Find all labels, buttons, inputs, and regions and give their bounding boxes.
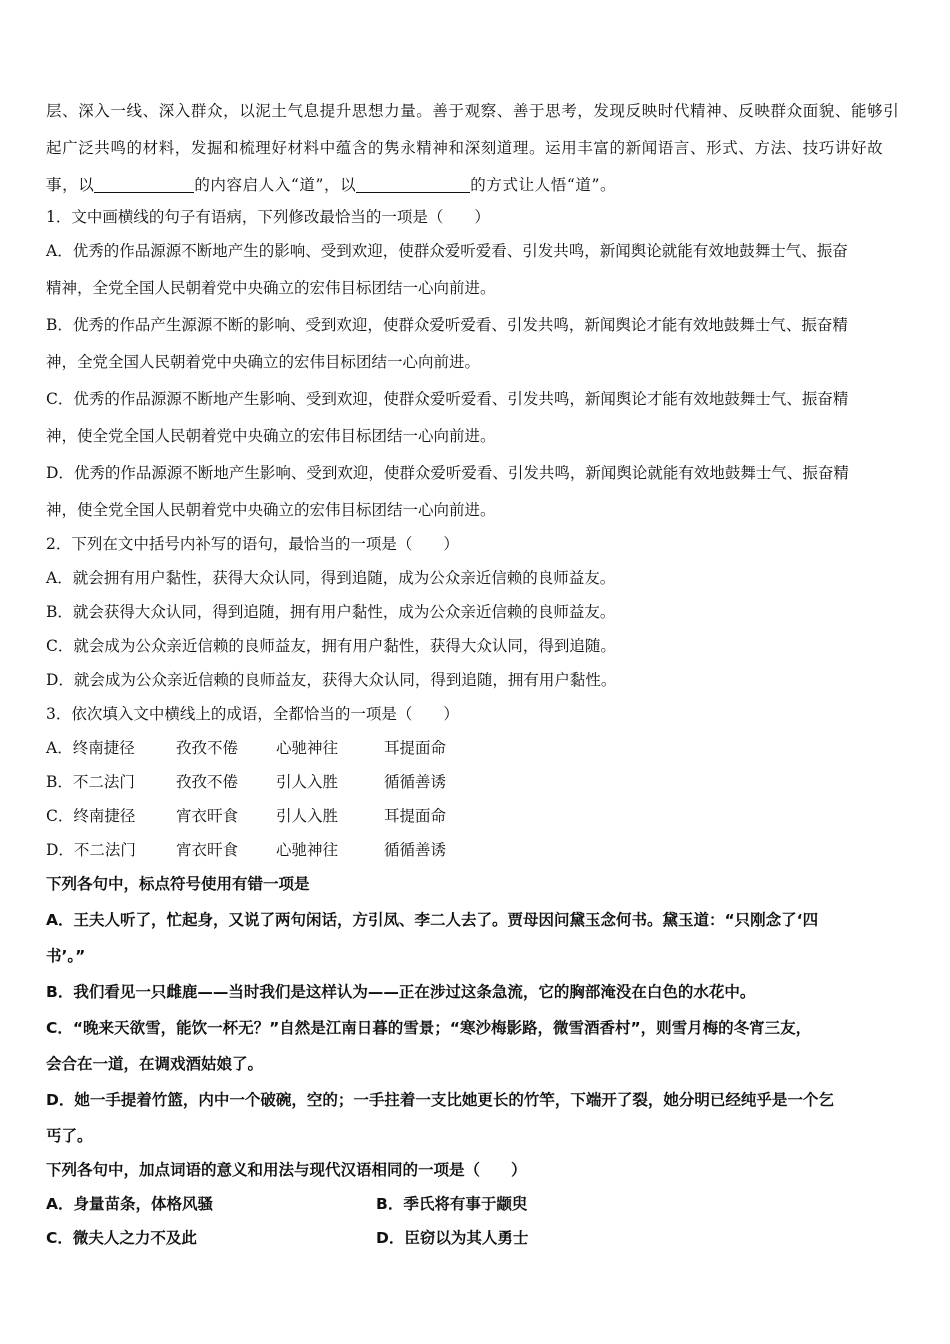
option-b: B．季氏将有事于颛臾	[376, 1195, 528, 1213]
option-b	[46, 765, 906, 799]
option-a: A．优秀的作品源源不断地产生的影响、受到欢迎，使群众爱听爱看、引发共鸣，新闻舆论就能有效地鼓舞士气、振奋	[46, 242, 848, 260]
option-b: B．我们看见一只雌鹿——当时我们是这样认为——正在涉过这条急流，它的胸部淹没在白色的水花中。	[46, 983, 756, 1001]
exam-page	[46, 93, 906, 1255]
idiom: 心驰神往	[276, 739, 339, 757]
idiom: 引人入胜	[276, 807, 339, 825]
option-c-cont: 神，使全党全国人民朝着党中央确立的宏伟目标团结一心向前进。	[46, 427, 496, 445]
option-c-cont: 会合在一道，在调戏酒姑娘了。	[46, 1055, 264, 1073]
option-b: B．优秀的作品产生源源不断的影响、受到欢迎，使群众爱听爱看、引发共鸣，新闻舆论才能有效地鼓舞士气、振奋精	[46, 316, 848, 334]
passage-text: 事，以	[46, 176, 95, 194]
option-a: A．王夫人听了，忙起身，又说了两句闲话，方引凤、李二人去了。贾母因问黛玉念何书。黛玉道：“只刚念了‘四	[46, 911, 819, 929]
question-stem: 2．下列在文中括号内补写的语句，最恰当的一项是（ ）	[46, 535, 459, 553]
passage-excerpt	[46, 93, 906, 204]
option-d: D．臣窃以为其人勇士	[376, 1229, 529, 1247]
question-stem: 下列各句中，标点符号使用有错一项是	[46, 875, 310, 893]
passage-text: 的方式让人悟“道”。	[470, 176, 617, 194]
idiom: D．不二法门	[46, 841, 136, 859]
idiom: 循循善诱	[384, 773, 447, 791]
passage-text: 的内容启人入“道”，以	[194, 176, 357, 194]
idiom: A．终南捷径	[46, 739, 135, 757]
passage-line-with-blanks	[46, 167, 906, 204]
option-a: A．就会拥有用户黏性，获得大众认同，得到追随，成为公众亲近信赖的良师益友。	[46, 569, 616, 587]
option-a	[46, 731, 906, 765]
option-d: D．优秀的作品源源不断地产生影响、受到欢迎，使群众爱听爱看、引发共鸣，新闻舆论就能有效地鼓舞士气、振奋精	[46, 464, 849, 482]
idiom: 心驰神往	[276, 841, 339, 859]
passage-line: 起广泛共鸣的材料，发掘和梳理好材料中蕴含的隽永精神和深刻道理。运用丰富的新闻语言、形式、方法、技巧讲好故	[46, 139, 884, 157]
idiom: 孜孜不倦	[176, 773, 239, 791]
question-4	[46, 867, 906, 1153]
option-a-cont: 精神，全党全国人民朝着党中央确立的宏伟目标团结一心向前进。	[46, 279, 496, 297]
idiom: 耳提面命	[384, 807, 447, 825]
option-c: C．就会成为公众亲近信赖的良师益友，拥有用户黏性，获得大众认同，得到追随。	[46, 637, 616, 655]
option-d-cont: 神，使全党全国人民朝着党中央确立的宏伟目标团结一心向前进。	[46, 501, 496, 519]
idiom: 宵衣旰食	[176, 807, 239, 825]
options-row-2	[46, 1221, 906, 1255]
idiom: B．不二法门	[46, 773, 135, 791]
question-stem: 1．文中画横线的句子有语病，下列修改最恰当的一项是（ ）	[46, 208, 490, 226]
option-c	[46, 799, 906, 833]
option-c: C．微夫人之力不及此	[46, 1229, 197, 1247]
idiom: 引人入胜	[276, 773, 339, 791]
option-c: C．“晚来天欲雪，能饮一杯无？”自然是江南日暮的雪景；“寒沙梅影路，微雪酒香村”，则雪月梅的冬宵三友，	[46, 1019, 812, 1037]
idiom: 耳提面命	[384, 739, 447, 757]
option-a-cont: 书’。”	[46, 947, 86, 965]
question-2	[46, 527, 906, 697]
question-stem: 3．依次填入文中横线上的成语，全都恰当的一项是（ ）	[46, 705, 459, 723]
option-d-cont: 丐了。	[46, 1127, 93, 1145]
question-5	[46, 1153, 906, 1255]
idiom: 循循善诱	[384, 841, 447, 859]
idiom: 孜孜不倦	[176, 739, 239, 757]
options-row-1	[46, 1187, 906, 1221]
option-d: D．她一手提着竹篮，内中一个破碗，空的；一手拄着一支比她更长的竹竿，下端开了裂，她分明已经纯乎是一个乞	[46, 1091, 834, 1109]
option-c: C．优秀的作品源源不断地产生影响、受到欢迎，使群众爱听爱看、引发共鸣，新闻舆论才能有效地鼓舞士气、振奋精	[46, 390, 849, 408]
fill-blank-2	[356, 174, 470, 193]
idiom: C．终南捷径	[46, 807, 136, 825]
idiom: 宵衣旰食	[176, 841, 239, 859]
fill-blank-1	[94, 174, 194, 193]
question-1	[46, 200, 906, 527]
question-3	[46, 697, 906, 867]
option-d	[46, 833, 906, 867]
option-b: B．就会获得大众认同，得到追随，拥有用户黏性，成为公众亲近信赖的良师益友。	[46, 603, 616, 621]
option-d: D．就会成为公众亲近信赖的良师益友，获得大众认同，得到追随，拥有用户黏性。	[46, 671, 617, 689]
option-a: A．身量苗条，体格风骚	[46, 1195, 213, 1213]
option-b-cont: 神，全党全国人民朝着党中央确立的宏伟目标团结一心向前进。	[46, 353, 481, 371]
passage-line: 层、深入一线、深入群众，以泥土气息提升思想力量。善于观察、善于思考，发现反映时代精神、反映群众面貌、能够引	[46, 102, 900, 120]
question-stem: 下列各句中，加点词语的意义和用法与现代汉语相同的一项是（ ）	[46, 1161, 527, 1179]
